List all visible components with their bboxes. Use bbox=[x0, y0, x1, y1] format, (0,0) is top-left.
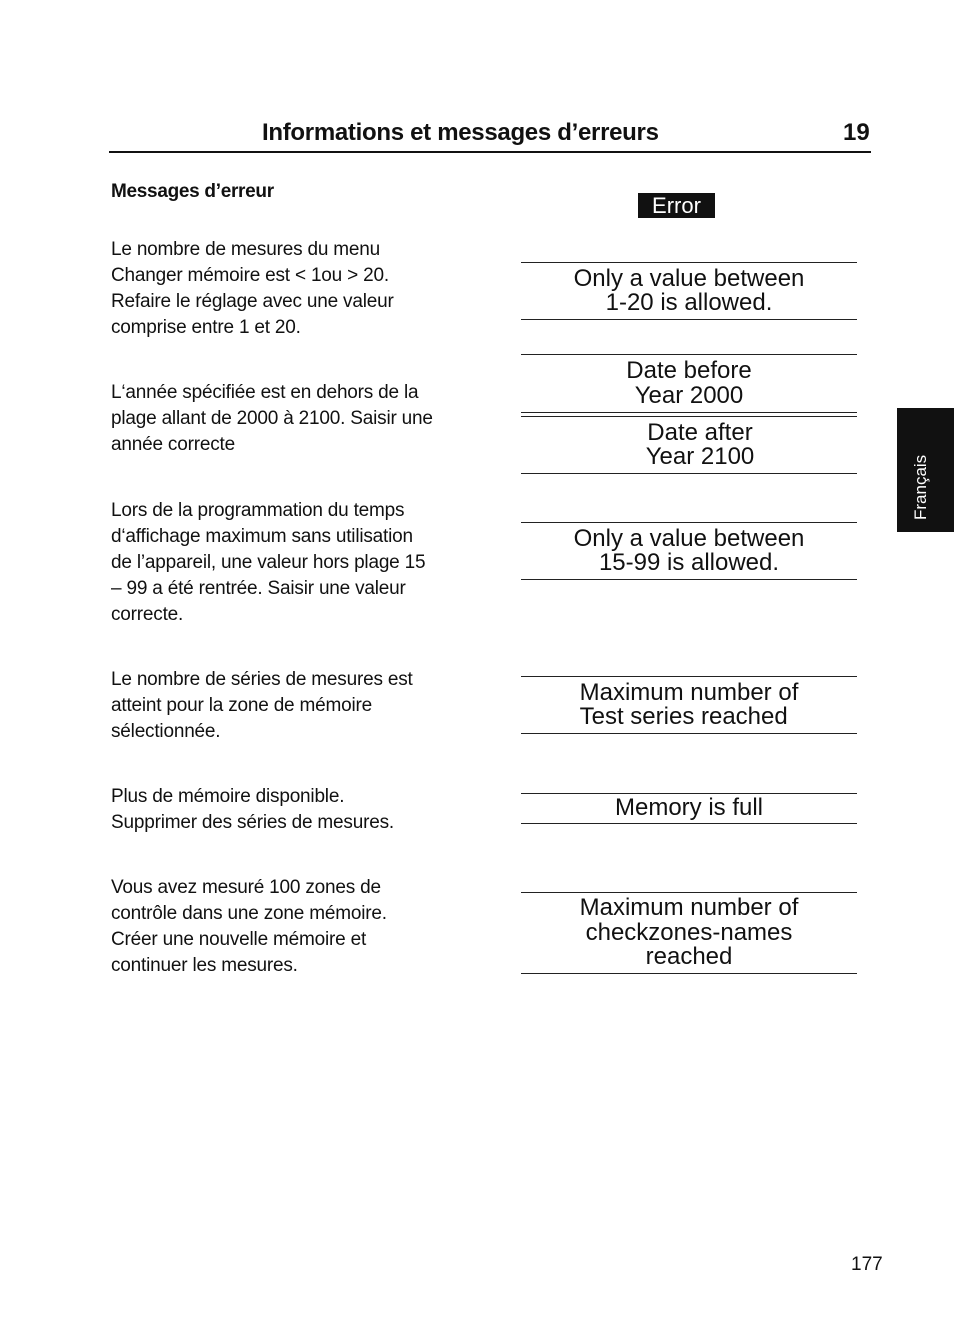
error-description: Vous avez mesuré 100 zones de contrôle dans une zone mémoire. Créer une nouvelle mémoire et continuer les mesures. bbox=[111, 877, 387, 976]
display-message-text: Date after Year 2100 bbox=[645, 418, 755, 470]
display-message-text: Maximum number of checkzones-names reached bbox=[579, 894, 799, 971]
display-message-box bbox=[521, 354, 857, 413]
section-heading: Messages d’erreur bbox=[111, 181, 274, 202]
page-number: 177 bbox=[851, 1254, 883, 1275]
error-description: L‘année spécifiée est en dehors de la plage allant de 2000 à 2100. Saisir une année correcte bbox=[111, 382, 433, 455]
display-message-box bbox=[521, 416, 857, 474]
language-tab bbox=[897, 408, 954, 532]
display-message-box bbox=[521, 892, 857, 974]
display-message-box bbox=[521, 676, 857, 734]
error-description: Le nombre de mesures du menu Changer mémoire est < 1ou > 20. Refaire le réglage avec une valeur comprise entre 1 et 20. bbox=[111, 239, 394, 338]
error-description: Le nombre de séries de mesures est atteint pour la zone de mémoire sélectionnée. bbox=[111, 669, 413, 742]
display-message-text: Memory is full bbox=[614, 794, 764, 822]
display-message-box bbox=[521, 522, 857, 580]
display-message-text: Only a value between 1-20 is allowed. bbox=[573, 264, 805, 316]
display-message-text: Only a value between 15-99 is allowed. bbox=[573, 524, 805, 576]
display-message-text: Maximum number of Test series reached bbox=[579, 678, 799, 730]
error-description: Plus de mémoire disponible. Supprimer des séries de mesures. bbox=[111, 786, 394, 833]
display-message-box bbox=[521, 262, 857, 320]
error-description: Lors de la programmation du temps d‘affichage maximum sans utilisation de l’appareil, une valeur hors plage 15 – 99 a été rentrée. Saisir une valeur correcte. bbox=[111, 500, 426, 625]
chapter-title: Informations et messages d’erreurs bbox=[262, 119, 659, 146]
display-message-box bbox=[521, 793, 857, 824]
chapter-number: 19 bbox=[843, 119, 870, 146]
header-divider bbox=[109, 151, 871, 153]
display-message-text: Date before Year 2000 bbox=[626, 357, 752, 409]
language-tab-label: Français bbox=[911, 454, 930, 520]
error-badge: Error bbox=[638, 193, 715, 218]
